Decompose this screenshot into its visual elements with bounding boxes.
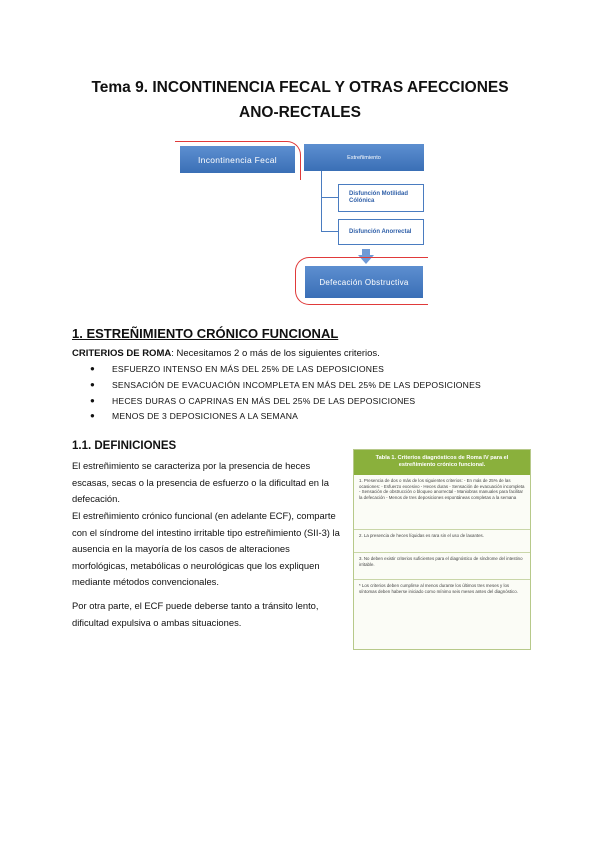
roma-criteria-table	[353, 449, 531, 650]
box-disfuncion-motilidad: Disfunción Motilidad Cólónica	[338, 184, 424, 212]
paragraph-3: Por otra parte, el ECF puede deberse tanto a tránsito lento, dificultad expulsiva o ambas situaciones.	[72, 600, 319, 628]
subsection-title: 1.1. DEFINICIONES	[72, 440, 177, 452]
connector-2	[321, 231, 338, 232]
bullet-icon: ●	[90, 364, 96, 373]
box-disfuncion-anorrectal: Disfunción Anorrectal	[338, 219, 424, 245]
connector-vertical	[321, 171, 322, 231]
paragraph-2: El estreñimiento crónico funcional (en adelante ECF), comparte con el síndrome del intestino irritable tipo estreñimiento (SII-3) la ausencia en la mayoría de los casos de alteraciones morfológicas, metabólicas o neurológicas que los expliquen mediante métodos convencionales.	[72, 510, 340, 588]
criteria-intro	[72, 348, 380, 359]
list-item-text: HECES DURAS O CAPRINAS EN MÁS DEL 25% DE LAS DEPOSICIONES	[112, 396, 416, 406]
list-item-text: ESFUERZO INTENSO EN MÁS DEL 25% DE LAS DEPOSICIONES	[112, 364, 385, 374]
list-item-text: SENSACIÓN DE EVACUACIÓN INCOMPLETA EN MÁS DEL 25% DE LAS DEPOSICIONES	[112, 380, 481, 390]
list-item	[90, 364, 384, 374]
paragraph-1: El estreñimiento se caracteriza por la presencia de heces escasas, secas o la presencia de esfuerzo o la dificultad en la defecación.	[72, 460, 329, 505]
table-row: 3. No deben existir criterios suficientes para el diagnóstico de síndrome del intestino irritable.	[354, 553, 530, 580]
list-item	[90, 380, 481, 390]
connector-1	[321, 197, 338, 198]
list-item	[90, 411, 298, 421]
table-row: 1. Presencia de dos o más de los siguientes criterios: - En más de 25% de las ocasiones: - Esfuerzo excesivo - Heces duras - Sensación de evacuación incompleta - Sensación de obstrucción o bloqueo anorrectal - Maniobras manuales para facilitar la defecación - Menos de tres deposiciones espontáneas completas a la semana	[354, 475, 530, 530]
table-row: 2. La presencia de heces líquidas es rara sin el uso de laxantes.	[354, 530, 530, 553]
bullet-icon: ●	[90, 411, 96, 420]
criteria-text: : Necesitamos 2 o más de los siguientes criterios.	[171, 348, 380, 359]
section-title: 1. ESTREÑIMIENTO CRÓNICO FUNCIONAL	[72, 326, 339, 341]
page-title-line-2: ANO-RECTALES	[239, 104, 361, 121]
bullet-icon: ●	[90, 396, 96, 405]
box-incontinencia-fecal: Incontinencia Fecal	[180, 146, 295, 173]
box-defecacion-obstructiva: Defecación Obstructiva	[305, 266, 423, 298]
page-title-line-1: Tema 9. INCONTINENCIA FECAL Y OTRAS AFECCIONES	[91, 79, 509, 96]
list-item-text: MENOS DE 3 DEPOSICIONES A LA SEMANA	[112, 411, 299, 421]
criteria-label: CRITERIOS DE ROMA	[72, 348, 172, 359]
table-header: Tabla 1. Criterios diagnósticos de Roma IV para el estreñimiento crónico funcional.	[354, 450, 530, 475]
table-row: * Los criterios deben cumplirse al menos durante los últimos tres meses y los síntomas deben haberse iniciado como mínimo seis meses antes del diagnóstico.	[359, 583, 518, 594]
box-estrenimiento: Estreñimiento	[304, 144, 424, 171]
bullet-icon: ●	[90, 380, 96, 389]
list-item	[90, 396, 415, 406]
